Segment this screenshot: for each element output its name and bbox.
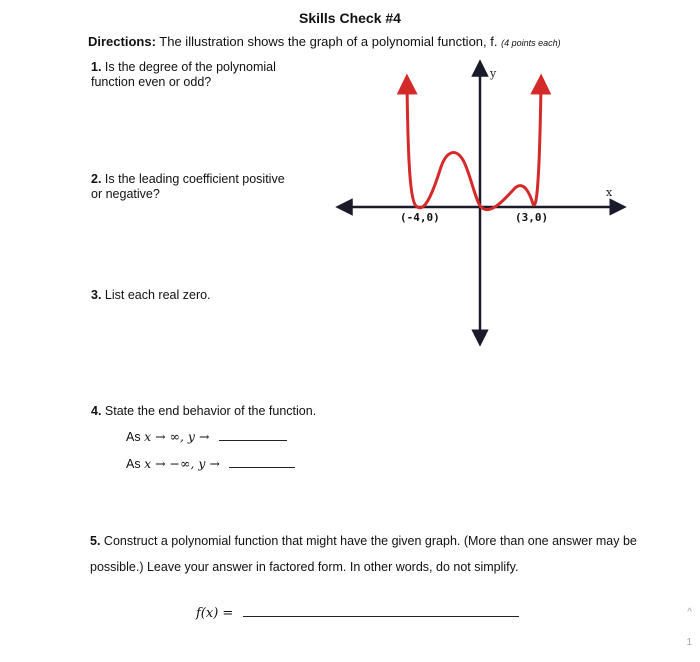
question-2-number: 2.	[91, 172, 102, 186]
question-1-number: 1.	[91, 60, 102, 74]
question-5-text: Construct a polynomial function that might have the given graph. (More than one answer may be possible.) Leave your answer in factored form. In other words, do not simplify.	[90, 534, 637, 574]
directions-text: The illustration shows the graph of a polynomial function, f.	[159, 34, 498, 49]
question-2-line1: Is the leading coefficient positive	[104, 172, 285, 186]
x-axis-label: x	[606, 186, 613, 199]
question-4-number: 4.	[91, 404, 102, 418]
question-4-text: State the end behavior of the function.	[104, 404, 317, 418]
question-3-text: List each real zero.	[104, 288, 211, 302]
end-behavior-1-math: x → ∞, y →	[144, 429, 210, 444]
end-behavior-2-math: x → −∞, y →	[144, 456, 220, 471]
question-5-number: 5.	[90, 534, 101, 548]
directions-label: Directions:	[88, 34, 156, 49]
points-note: (4 points each)	[501, 38, 561, 48]
polynomial-curve	[407, 84, 541, 210]
answer-label: f(x) =	[196, 606, 234, 621]
question-2-line2: or negative?	[91, 187, 160, 201]
y-axis-label: y	[490, 67, 497, 80]
end-behavior-2-prefix: As	[126, 457, 141, 471]
zero-label-right: (3,0)	[515, 211, 549, 224]
end-behavior-1-prefix: As	[126, 430, 141, 444]
question-1-line2: function even or odd?	[91, 75, 212, 89]
question-1-line1: Is the degree of the polynomial	[104, 60, 276, 74]
question-3-number: 3.	[91, 288, 102, 302]
zero-label-left: (-4,0)	[400, 211, 440, 224]
page-number: 1	[686, 637, 692, 648]
chevron-up-icon[interactable]: ^	[687, 607, 692, 618]
page-title: Skills Check #4	[299, 10, 401, 26]
